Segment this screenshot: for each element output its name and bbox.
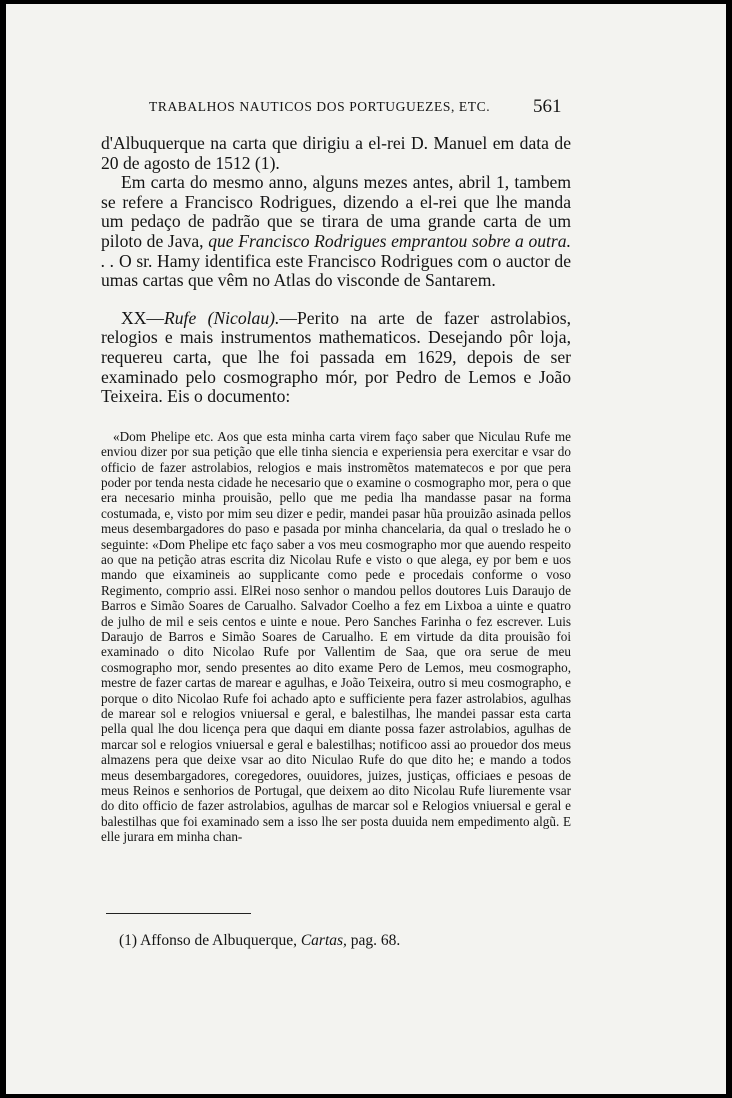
footnote-title: Cartas, bbox=[300, 932, 347, 949]
main-text bbox=[101, 134, 571, 845]
paragraph-rodrigues bbox=[101, 173, 571, 291]
page-number: 561 bbox=[533, 96, 562, 117]
quoted-document bbox=[101, 429, 571, 845]
paragraph-rodrigues-tail: O sr. Hamy identifica este Francisco Rodrigues com o auctor de umas cartas que vêm no Atlas do visconde de Santarem. bbox=[101, 250, 572, 291]
page-header bbox=[6, 97, 726, 121]
entry-text: —Perito na arte de fazer astrolabios, relogios e mais instrumentos mathematicos. Desejando pôr loja, requereu carta, que lhe foi passada em 1629, depois de ser examinado pelo cosmographo mór, por Pedro de Lemos e João Teixeira. Eis o documento: bbox=[101, 307, 571, 407]
footnote-marker: (1) bbox=[119, 932, 138, 949]
entry-number: XX— bbox=[121, 307, 165, 328]
paragraph-rodrigues-text: Em carta do mesmo anno, alguns mezes antes, abril 1, tambem se refere a Francisco Rodrigues, dizendo a el-rei que lhe manda um pedaço de padrão que se tirara de uma grande carta de um piloto de Java, bbox=[101, 172, 571, 251]
footnote bbox=[119, 932, 400, 950]
book-page bbox=[6, 4, 726, 1094]
running-title: TRABALHOS NAUTICOS DOS PORTUGUEZES, ETC. bbox=[149, 99, 491, 114]
footnote-page: pag. 68. bbox=[350, 932, 401, 949]
entry-name: Rufe (Nicolau). bbox=[164, 307, 280, 328]
footnote-divider bbox=[106, 913, 251, 914]
body-text bbox=[101, 134, 571, 407]
italic-quote: que Francisco Rodrigues emprantou sobre a outra. . . bbox=[101, 230, 571, 271]
document-text: «Dom Phelipe etc. Aos que esta minha carta virem faço saber que Niculau Rufe me enviou dizer por sua petição que elle tinha siencia e experiensia pera exercitar e vsar do officio de fazer astrolabios, relogios e mais instromẽtos matematecos e por que pera poder por tenda nesta cidade he necesario que o examine o cosmographo mor, pera o que era necesario minha prouisão, pello que me pedia lha mandasse pasar na forma costumada, e, visto por mim seu dizer e pedir, mandei pasar hũa prouizão asinada pellos meus desembargadores do paso e pasada por minha chancelaria, da qual o treslado he o seguinte: «Dom Phelipe etc faço saber a vos meu cosmographo mor que auendo respeito ao que na petição atras escrita diz Nicolau Rufe e visto o que alega, ey por bem e uos mando que eixamineis ao supplicante como pede e procedais conforme o voso Regimento, comprio assi. ElRei noso senhor o mandou pellos doutores Luis Daraujo de Barros e Simão Soares de Carualho. Salvador Coelho a fez em Lixboa a uinte e quatro de julho de mil e seis centos e uinte e noue. Pero Sanches Farinha o fez escrever. Luis Daraujo de Barros e Simão Soares de Carualho. E em virtude da dita prouisão foi examinado o dito Nicolao Rufe por Vallentim de Saa, que ora serue de meu cosmographo mor, sendo presentes ao dito exame Pero de Lemos, meu cosmographo, mestre de fazer cartas de marear e agulhas, e João Teixeira, outro si meu cosmographo, e porque o dito Nicolao Rufe foi achado apto e sufficiente pera fazer astrolabios, agulhas de marear sol e relogios vniuersal e geral, e balestilhas, lhe mandei passar esta carta pella qual lhe dou licença pera que daqui em diante possa fazer astrolabios, agulhas de marcar sol e relogios vniuersal e geral e balestilhas; notificoo assi ao prouedor dos meus almazens pera que deixe vsar ao dito Niculao Rufe do que dito he; e mando a todos meus desembargadores, coregedores, ouuidores, juizes, justiças, officiaes e pesoas de meus Reinos e senhorios de Portugal, que deixem ao dito Nicolau Rufe liuremente vsar do dito officio de fazer astrolabios, agulhas de marcar sol e Relogios vniuersal e geral e balestilhas que foi examinado sem a isso lhe ser posta duuida nem empedimento algũ. E elle jurara em minha chan- bbox=[101, 428, 571, 845]
paragraph-gap bbox=[101, 291, 571, 309]
entry-xx bbox=[101, 309, 571, 407]
footnote-author: Affonso de Albuquerque, bbox=[140, 932, 297, 949]
paragraph-continuation: d'Albuquerque na carta que dirigiu a el-rei D. Manuel em data de 20 de agosto de 1512 (1). bbox=[101, 133, 571, 173]
